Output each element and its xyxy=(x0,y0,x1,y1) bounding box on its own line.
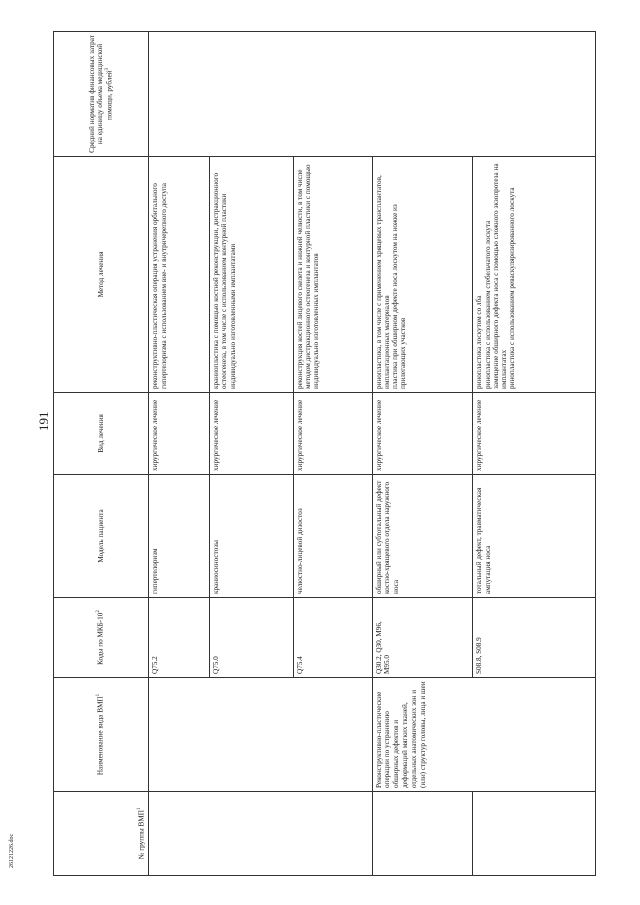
header-patient-model: Модель пациента xyxy=(54,475,149,598)
rotated-table-container xyxy=(53,32,596,876)
cell-treatment-type: хирургическое лечение xyxy=(149,393,210,475)
method-item: пластика при обширном дефекте носа лоскутом на ножке из прилегающих участков xyxy=(390,204,408,389)
cell-patient-model: краниосиностозы xyxy=(209,475,293,598)
cell-patient-model: обширный или субтотальный дефект костно-хрящевого отдела наружного носа xyxy=(372,475,473,598)
cell-mkb-codes: Q30.2, Q30, M96, M95.0 xyxy=(372,598,473,678)
cell-patient-model: тотальный дефект, травматическая ампутация носа xyxy=(473,475,596,598)
cell-mkb-codes: Q75.4 xyxy=(293,598,372,678)
cell-mkb-codes: Q75.0 xyxy=(209,598,293,678)
method-item: замещение обширного дефекта носа с помощью сложного экзопротеза на имплантатах xyxy=(491,163,508,389)
method-item: реконструкция костей лицевого скелета и нижней челюсти, в том числе методом дистракционного остеогенеза и контурной пластики с помощью индивидуально изготовленных имплантатов xyxy=(295,164,321,389)
header-group-number: № группы ВМП$^1$ xyxy=(54,792,149,876)
header-mkb-codes: Коды по МКБ-$10^2$ xyxy=(54,598,149,678)
method-item: ринопластика лоскутом со лба xyxy=(475,295,484,389)
cell-mkb-codes: S08.8, S08.9 xyxy=(473,598,596,678)
cell-group-number xyxy=(473,792,596,876)
header-treatment-method: Метод лечения xyxy=(54,157,149,393)
table-row xyxy=(372,32,473,876)
document-code: 26121226.doc xyxy=(9,833,15,868)
cell-treatment-method xyxy=(209,157,293,393)
cell-treatment-type: хирургическое лечение xyxy=(372,393,473,475)
header-cost-standard: Средний норматив финансовых затрат на единицу объема медицинской помощи, рублей$^3$ xyxy=(54,32,149,157)
table-header-row xyxy=(54,32,149,876)
cell-treatment-method xyxy=(372,157,473,393)
table-row xyxy=(149,32,210,876)
method-item: реконструктивно-пластическая операция устранения орбитального гипертелоризма с использованием вне- и внутричерепного доступа xyxy=(151,183,168,389)
header-treatment-type: Вид лечения xyxy=(54,393,149,475)
cell-treatment-method xyxy=(149,157,210,393)
cell-group-number xyxy=(372,792,473,876)
cell-vmp-name xyxy=(149,678,373,792)
cell-patient-model: челюстно-лицевой дизостоз xyxy=(293,475,372,598)
cell-cost-standard xyxy=(149,32,596,157)
cell-group-number xyxy=(149,792,373,876)
method-item: краниопластика с помощью костной реконструкции, дистракционного остеогенеза, в том числе с использованием контурной пластики индивидуально изготовленными имплантатами xyxy=(211,172,238,389)
header-vmp-name: Наименование вида ВМП$^1$ xyxy=(54,678,149,792)
page-number: 191 xyxy=(36,411,51,431)
cell-vmp-name: Реконструктивно-пластические операции по устранению обширных дефектов и деформаций мягких тканей, отдельных анатомических зон и (или) структур головы, лица и шеи xyxy=(372,678,595,792)
method-item: ринопластика, в том числе с применением хрящевых трансплантатов, имплантационных материалов xyxy=(374,175,391,389)
cell-treatment-type: хирургическое лечение xyxy=(293,393,372,475)
cell-treatment-type: хирургическое лечение xyxy=(473,393,596,475)
cell-treatment-method xyxy=(293,157,372,393)
method-item: ринопластика с использованием стебельчатого лоскута xyxy=(483,220,492,389)
cell-treatment-method xyxy=(473,157,596,393)
cell-patient-model: гипертелоризм xyxy=(149,475,210,598)
method-item: ринопластика с использованием реваскуляризированного лоскута xyxy=(507,187,516,389)
cell-mkb-codes: Q75.2 xyxy=(149,598,210,678)
cell-treatment-type: хирургическое лечение xyxy=(209,393,293,475)
vmp-table xyxy=(53,31,596,876)
